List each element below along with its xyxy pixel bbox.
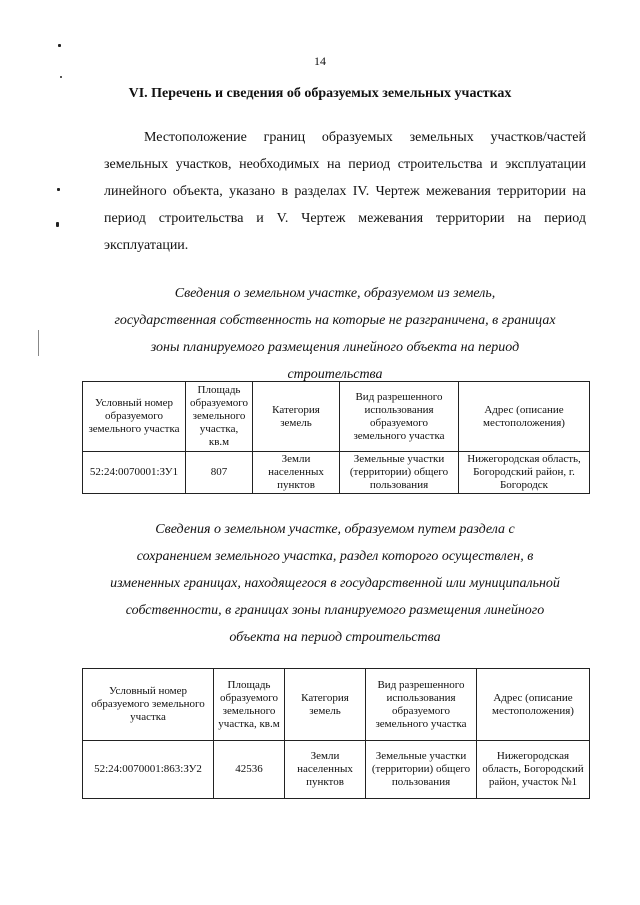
header-cell: Условный номер образуемого земельного участка: [83, 382, 186, 452]
page-number: 14: [314, 54, 326, 68]
scan-edge-line: [38, 330, 39, 356]
intro-line: период строительства и V. Чертеж межевания территории на период: [104, 211, 586, 226]
table-cell: Земельные участки (территории) общего пользования: [366, 741, 477, 799]
table-cell: Земли населенных пунктов: [285, 741, 366, 799]
header-cell: Площадь образуемого земельного участка, кв.м: [186, 382, 253, 452]
header-cell: Вид разрешенного использования образуемого земельного участка: [366, 669, 477, 741]
table-cell: Земли населенных пунктов: [253, 452, 340, 494]
caption-line: Сведения о земельном участке, образуемом путем раздела с: [155, 522, 515, 537]
table-row: [83, 741, 590, 799]
header-cell: Адрес (описание местоположения): [459, 382, 590, 452]
caption-line: измененных границах, находящегося в государственной или муниципальной: [110, 576, 560, 591]
header-cell: Условный номер образуемого земельного участка: [83, 669, 214, 741]
intro-line: Местоположение границ образуемых земельных участков/частей: [144, 130, 586, 145]
table-cell: 52:24:0070001:ЗУ1: [83, 452, 186, 494]
header-cell: Вид разрешенного использования образуемого земельного участка: [340, 382, 459, 452]
table-cell: 42536: [214, 741, 285, 799]
table1-caption: [90, 280, 580, 388]
table-cell: 807: [186, 452, 253, 494]
table1: [82, 381, 590, 494]
table-cell: Земельные участки (территории) общего пользования: [340, 452, 459, 494]
table-header-row: [83, 382, 590, 452]
table-row: [83, 452, 590, 494]
header-cell: Категория земель: [253, 382, 340, 452]
caption-line: собственности, в границах зоны планируемого размещения линейного: [125, 603, 545, 618]
header-cell: Площадь образуемого земельного участка, кв.м: [214, 669, 285, 741]
caption-line: Сведения о земельном участке, образуемом из земель,: [174, 286, 496, 301]
caption-line: зоны планируемого размещения линейного объекта на период: [150, 340, 520, 355]
table-cell: 52:24:0070001:863:ЗУ2: [83, 741, 214, 799]
section-heading: VI. Перечень и сведения об образуемых земельных участках: [128, 86, 512, 101]
caption-line: строительства: [287, 367, 383, 382]
intro-line: линейного объекта, указано в разделах IV. Чертеж межевания территории на: [104, 184, 586, 199]
scan-dot: [60, 76, 62, 78]
table-cell: Нижегородская область, Богородский район, г. Богородск: [459, 452, 590, 494]
table2: [82, 668, 590, 799]
table-cell: Нижегородская область, Богородский район, участок №1: [477, 741, 590, 799]
intro-line: земельных участков, необходимых на период строительства и эксплуатации: [104, 157, 586, 172]
intro-paragraph: [104, 124, 586, 259]
scan-dot: [56, 222, 59, 227]
intro-line: эксплуатации.: [104, 238, 189, 253]
table-header-row: [83, 669, 590, 741]
scan-dot: [58, 44, 61, 47]
header-cell: Категория земель: [285, 669, 366, 741]
caption-line: объекта на период строительства: [229, 630, 441, 645]
table2-caption: [90, 516, 580, 651]
caption-line: сохранением земельного участка, раздел которого осуществлен, в: [136, 549, 534, 564]
header-cell: Адрес (описание местоположения): [477, 669, 590, 741]
scan-dot: [57, 188, 60, 191]
caption-line: государственная собственность на которые не разграничена, в границах: [114, 313, 556, 328]
